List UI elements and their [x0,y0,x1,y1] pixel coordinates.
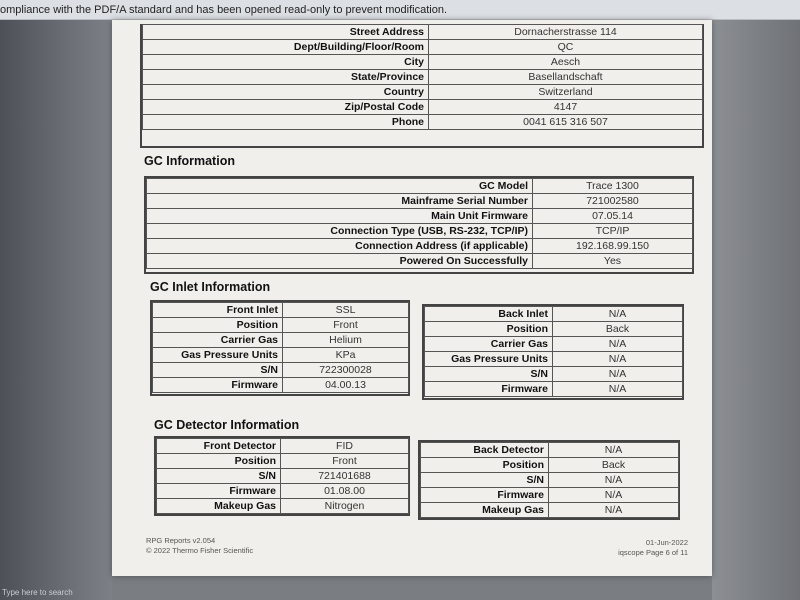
report-footer-left [146,536,253,556]
field-value: Switzerland [429,85,703,100]
address-row [143,40,703,55]
field-value: TCP/IP [533,224,693,239]
field-value: Front [283,318,409,333]
field-label: Country [143,85,429,100]
address-table-frame [140,24,704,148]
field-value: 04.00.13 [283,378,409,393]
field-label: Connection Address (if applicable) [147,239,533,254]
field-value: SSL [283,303,409,318]
field-value: N/A [549,503,679,518]
field-value: N/A [553,337,683,352]
field-label: Powered On Successfully [147,254,533,269]
front-detector-frame [154,436,410,516]
field-label: State/Province [143,70,429,85]
back-detector-row [421,443,679,458]
field-value: N/A [549,443,679,458]
field-label: Zip/Postal Code [143,100,429,115]
gc-information-row [147,194,693,209]
field-label: Street Address [143,25,429,40]
back-inlet-row [425,337,683,352]
field-label: Front Detector [157,439,281,454]
gc-information-row [147,239,693,254]
field-value: N/A [553,352,683,367]
back-detector-row [421,473,679,488]
front-inlet-table-body [153,303,409,393]
field-label: S/N [421,473,549,488]
field-value: FID [281,439,409,454]
front-inlet-row [153,333,409,348]
field-value: N/A [553,307,683,322]
field-value: 721002580 [533,194,693,209]
field-label: Makeup Gas [421,503,549,518]
field-value: 07.05.14 [533,209,693,224]
back-detector-row [421,488,679,503]
front-inlet-row [153,318,409,333]
field-label: S/N [157,469,281,484]
front-detector-row [157,499,409,514]
field-value: Front [281,454,409,469]
field-value: Nitrogen [281,499,409,514]
gc-information-table-body [147,179,693,269]
back-inlet-row [425,367,683,382]
pdf-page[interactable] [112,20,712,576]
back-inlet-row [425,382,683,397]
field-value: QC [429,40,703,55]
field-value: N/A [553,382,683,397]
front-detector-row [157,484,409,499]
field-label: Position [425,322,553,337]
field-label: Back Detector [421,443,549,458]
front-detector-table [156,438,409,514]
back-detector-row [421,503,679,518]
field-label: Position [153,318,283,333]
banner-text: ompliance with the PDF/A standard and has been opened read-only to prevent modification. [0,4,447,16]
back-inlet-row [425,307,683,322]
field-value: 4147 [429,100,703,115]
gc-detector-information-title: GC Detector Information [154,418,300,432]
address-row [143,115,703,130]
field-label: Front Inlet [153,303,283,318]
address-row [143,70,703,85]
field-label: Firmware [157,484,281,499]
field-value: N/A [549,473,679,488]
field-value: 721401688 [281,469,409,484]
field-label: GC Model [147,179,533,194]
back-inlet-table [424,306,683,397]
front-detector-table-body [157,439,409,514]
front-inlet-row [153,303,409,318]
field-label: Phone [143,115,429,130]
gc-information-title: GC Information [144,154,235,168]
field-label: Firmware [153,378,283,393]
front-inlet-row [153,378,409,393]
field-label: Firmware [425,382,553,397]
field-label: Firmware [421,488,549,503]
gc-information-row [147,254,693,269]
viewer-background-left [0,20,112,600]
field-value: 192.168.99.150 [533,239,693,254]
field-label: Makeup Gas [157,499,281,514]
back-detector-table [420,442,679,518]
front-detector-row [157,439,409,454]
report-date: 01-Jun-2022 [645,538,688,547]
field-label: Mainframe Serial Number [147,194,533,209]
back-detector-frame [418,440,680,520]
report-version: RPG Reports v2.054 [146,536,216,545]
field-value: 0041 615 316 507 [429,115,703,130]
field-label: Carrier Gas [425,337,553,352]
address-table [142,24,703,130]
field-value: Aesch [429,55,703,70]
front-inlet-table [152,302,409,393]
address-row [143,25,703,40]
front-detector-row [157,454,409,469]
field-label: Position [157,454,281,469]
front-inlet-row [153,348,409,363]
viewer-background-right [712,20,800,600]
front-detector-row [157,469,409,484]
page-number: iqscope Page 6 of 11 [618,548,688,557]
field-value: N/A [549,488,679,503]
field-value: Back [549,458,679,473]
field-value: Dornacherstrasse 114 [429,25,703,40]
field-label: Dept/Building/Floor/Room [143,40,429,55]
field-value: Helium [283,333,409,348]
field-label: Connection Type (USB, RS-232, TCP/IP) [147,224,533,239]
field-value: N/A [553,367,683,382]
front-inlet-frame [150,300,410,396]
taskbar-search-hint[interactable]: Type here to search [2,588,73,597]
back-detector-table-body [421,443,679,518]
gc-information-frame [144,176,694,274]
address-row [143,85,703,100]
address-row [143,55,703,70]
gc-information-row [147,224,693,239]
gc-information-table [146,178,693,269]
viewer-bottom-area [112,576,712,600]
field-label: City [143,55,429,70]
gc-information-row [147,209,693,224]
field-value: Trace 1300 [533,179,693,194]
gc-inlet-information-title: GC Inlet Information [150,280,271,294]
back-detector-row [421,458,679,473]
field-value: Back [553,322,683,337]
back-inlet-table-body [425,307,683,397]
field-value: KPa [283,348,409,363]
field-value: Yes [533,254,693,269]
front-inlet-row [153,363,409,378]
address-row [143,100,703,115]
field-label: Gas Pressure Units [425,352,553,367]
address-table-body [143,25,703,130]
field-label: Carrier Gas [153,333,283,348]
gc-information-row [147,179,693,194]
back-inlet-row [425,352,683,367]
field-label: Position [421,458,549,473]
pdfa-readonly-banner [0,0,800,20]
report-footer-right [582,538,688,558]
field-label: S/N [425,367,553,382]
field-label: Gas Pressure Units [153,348,283,363]
field-value: Basellandschaft [429,70,703,85]
field-label: Main Unit Firmware [147,209,533,224]
field-label: Back Inlet [425,307,553,322]
back-inlet-frame [422,304,684,400]
field-value: 01.08.00 [281,484,409,499]
field-label: S/N [153,363,283,378]
copyright-notice: © 2022 Thermo Fisher Scientific [146,546,254,555]
back-inlet-row [425,322,683,337]
field-value: 722300028 [283,363,409,378]
